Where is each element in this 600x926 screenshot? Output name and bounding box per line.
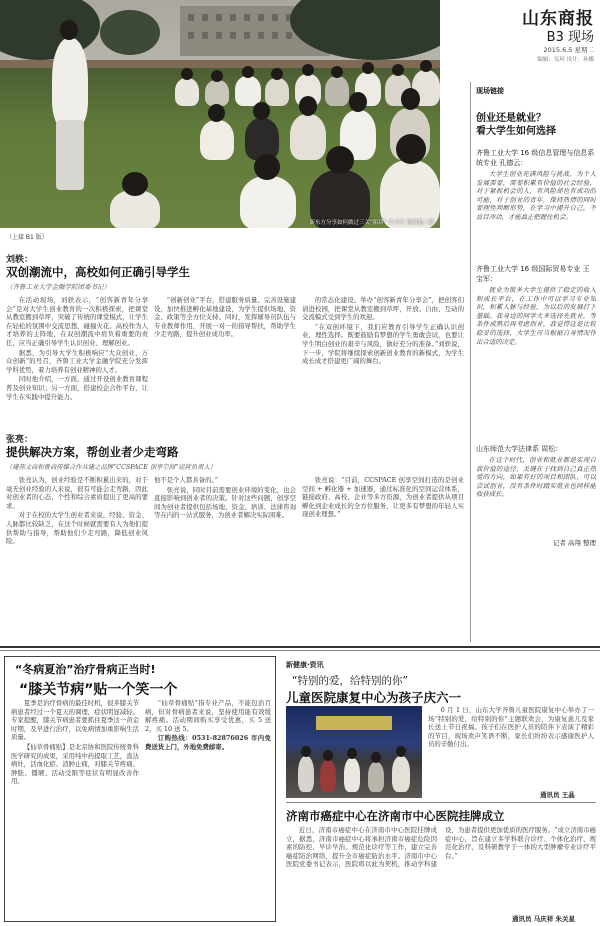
kids-article: 6 月 1 日，山东大学齐鲁儿童医院康复中心举办了一场“特别的爱，给特别的你”主题联欢会，为康复患儿及家长送上节日祝福。孩子们在医护人员的陪伴下表演了精彩的节目，现场欢声笑语不断，家长们纷纷表示感谢医护人员的辛勤付出。 — [428, 706, 594, 749]
paper-name: 山东商报 — [522, 9, 594, 29]
editor-credit: 编辑：吴珂 设计：孙娜 — [537, 57, 594, 63]
student-name: 齐鲁工业大学 16 级国际贸易专业 王宝军： — [476, 265, 590, 283]
event-photo — [0, 0, 440, 228]
student-comment: 在这个时代，创业和就业都是实现自我价值的途径，关键在于找到自己真正热爱的方向，如果有好的项目和团队，可以尝试创业，没有条件时踏实就业也同样能收获成长。 — [476, 456, 596, 499]
paragraph: 据悉，为引导大学生积极响应“大众创业、万众创新”的号召，齐鲁工业大学金融学院充分发挥学科优势，着力培养有创业精神的人才。 — [6, 348, 148, 374]
paragraph: 对于在校的大学生创业者来说，经验、资金、人脉都比较缺乏，在这个时候就需要有人为他们提供帮助与指导，帮助他们少走弯路，降低创业风险。 — [6, 511, 148, 546]
cancer-headline: 济南市癌症中心在济南市中心医院挂牌成立 — [286, 809, 505, 823]
zhang-column-3 — [302, 476, 464, 640]
news-kicker: 新健康·资讯 — [286, 661, 324, 669]
speaker-legs — [56, 120, 84, 190]
cancer-reporter: 通讯员 马庆祥 朱关星 — [512, 915, 576, 923]
paragraph: “仙草骨痛贴”指专业产品，不能包治百病，但对骨病患者来说，坚持使用能有效缓解疼痛。活动期间购买享受优惠，买 5 送 2，买 10 送 5。 — [145, 699, 271, 733]
student-name: 齐鲁工业大学 16 级信息管理与信息系统专业 孔德云： — [476, 149, 595, 167]
zhang-column-1 — [6, 476, 148, 640]
zhang-speaker: 张亮： — [6, 435, 34, 445]
issue-date: 2015.6.5 星期二 — [543, 46, 594, 54]
liu-column-1 — [6, 296, 148, 422]
kids-title-line1: “特别的爱，给特别的你” — [292, 675, 408, 687]
ad-title-line1: “冬病夏治”治疗骨病正当时! — [15, 663, 156, 676]
paragraph: “在双创环境下，我们应教育引导学生正确认识创业，理性选择。既要鼓励有梦想的学生勇敢尝试，也要让学生明白创业的艰辛与风险，做好充分的准备。”刘轶说，下一步，学院将继续探索创新创业教育的新模式，为学生成长成才搭建更广阔的舞台。 — [302, 322, 464, 366]
sidebar-title-line2: 看大学生如何选择 — [476, 126, 556, 137]
zhang-column-2 — [154, 476, 296, 640]
photo-caption: 新东方分享如何做过三关“陷阱” 实习生 杨国超 / 摄 — [309, 220, 434, 226]
ad-column-2 — [145, 699, 271, 917]
section-divider — [0, 646, 600, 648]
student-comment: 就业为很多大学生提供了稳定的收入和成长平台，在工作中可以学习专业知识，积累人脉与经验，为以后的发展打下基础。我身边的同学大多选择先就业，等条件成熟后再考虑创业，我觉得这是比较稳妥的选择，大学生应当根据自身情况作出合适的决定。 — [476, 286, 596, 346]
student-comment: 大学生创业充满风险与挑战，为个人发展需要，需要积累有价值的社会经验，对于紧抓机会的人，有风险却也有成功的可能，对于创业的青年，保持热情的同时要理性判断形势，在学习中提升自己，不盲目冲动，才能真正把握住机会。 — [476, 170, 596, 221]
paragraph: 的常态化建设。举办“创客新青年分享会”，把创客们请进校园，把课堂从教室搬到草坪，开放、自由、互动的交流模式受到学生的欢迎。 — [302, 296, 464, 322]
liu-column-2 — [154, 296, 296, 422]
liu-speaker: 刘轶： — [6, 255, 34, 265]
sidebar — [476, 86, 596, 642]
paragraph: 他不是个人都具备的。” — [154, 476, 218, 484]
liu-deck: （齐鲁工业大学金融学院团委书记） — [6, 283, 110, 291]
kids-title-line2: 儿童医院康复中心为孩子庆六一 — [286, 690, 462, 705]
speaker-figure — [52, 38, 88, 128]
ad-title-line2: “膝关节病”贴一个笑一个 — [19, 682, 178, 698]
student-name: 山东师范大学法律系 周松： — [476, 445, 563, 453]
sidebar-reporter: 记者 高翔 整理 — [552, 539, 596, 547]
kids-reporter: 通讯员 王晶 — [540, 791, 575, 799]
kids-event-photo — [286, 706, 422, 798]
liu-headline: 双创潮流中，高校如何正确引导学生 — [6, 265, 190, 279]
page-label: B3 现场 — [546, 30, 594, 45]
tree — [0, 0, 100, 60]
liu-column-3 — [302, 296, 464, 422]
speaker-head — [60, 20, 78, 40]
tree — [100, 10, 160, 55]
paragraph: 同时他介绍，一方面，通过开设创业教育课程普及创业知识；另一方面，搭建校企合作平台，让学生在实践中提升能力。 — [6, 375, 148, 401]
zhang-headline: 提供解决方案，帮创业者少走弯路 — [6, 445, 179, 459]
zhang-deck: （建邦文商和鲁商传媒合作共建之品牌“CCSPACE 创享空间”运营负责人） — [6, 464, 217, 471]
paragraph: “创新创业”平台，搭建服务质量、完善设施建设，加快推进孵化基地建设，为学生提供场地、资金、政策等全方位支持。同时，发挥辅导员队伍与专业教师作用，开展一对一的指导帮扶，帮助学生少走弯路，提升创业成功率。 — [154, 296, 296, 339]
ad-hotline: 订购热线：0531-82876026 市内免费送货上门，外地免费邮寄。 — [145, 734, 271, 751]
paragraph: 在活动现场，刘轶表示，“创客新青年分享会”是对大学生创业教育的一次积极探索，把课堂从教室搬到草坪，突破了传统的课堂模式，让学生在轻松的氛围中交流思想、碰撞火花。高校作为人才培养的主阵地，在双创潮流中肩负着重要的责任，应当正确引导学生认识创业、理解创业。 — [6, 296, 148, 347]
paragraph: 张亮说：“目前，CCSPACE 创享空间打造的是创业空间 + 孵化器 + 加速器，通过标准化的空间运营体系，链接政府、高校、企业等多方资源，为创业者提供从项目孵化到企业成长的全方位服务，让更多有梦想的年轻人实现创业理想。” — [302, 476, 464, 519]
paragraph: 【仙草骨痛贴】是北京协和医院传统骨科医学研究的成果，采用纯中药提取工艺，直达病灶，活血化瘀、消肿止痛，对膝关节疼痛、肿胀、僵硬、活动受限等症状有明显改善作用。 — [11, 742, 139, 786]
cancer-article: 近日，济南市癌症中心在济南市中心医院挂牌成立，据悉，济南市癌症中心将承担济南市癌症危险因素的防控、早诊早治、规范化诊疗等工作，建立完善癌症防治网络，提升全市癌症防治水平。济南市中心医院党委书记表示，医院将以此为契机，推动学科建设，为患者提供更加优质的医疗服务。“成立济南市癌症中心，旨在建立多学科联合诊疗、个体化治疗、规范化治疗，及科研教学于一体的大型肿瘤专业诊疗平台。” — [286, 826, 596, 869]
ad-box — [4, 656, 276, 922]
paragraph: 张亮认为，创业经验是不断积累出来的，对于毫无创业经验的人来说，很有可能会走弯路，因此对创业者的心态、个性和综合素质提出了更高的要求。 — [6, 476, 148, 510]
sidebar-kicker: 现场链接 — [476, 87, 504, 95]
paragraph: 张亮说，同时目前需要创业环境的变化，也会直接影响到创业者的决策。针对这些问题，创享空间为创业者提供包括场地、资金、培训、法律咨询等在内的一站式服务，为创业者解决实际困难。 — [154, 485, 296, 520]
paragraph: 夏季是治疗骨病的最佳时机，很多膝关节病患者经过一个夏天的调理，症状明显减轻。专家提醒，膝关节病患者要抓住夏季这一黄金时期，及早进行治疗，以免病情加重影响生活质量。 — [11, 699, 139, 742]
sidebar-title-line1: 创业还是就业？ — [476, 113, 546, 124]
continued-note: （上接 B1 版） — [6, 234, 48, 241]
ad-column-1 — [11, 699, 139, 917]
masthead — [440, 0, 600, 82]
